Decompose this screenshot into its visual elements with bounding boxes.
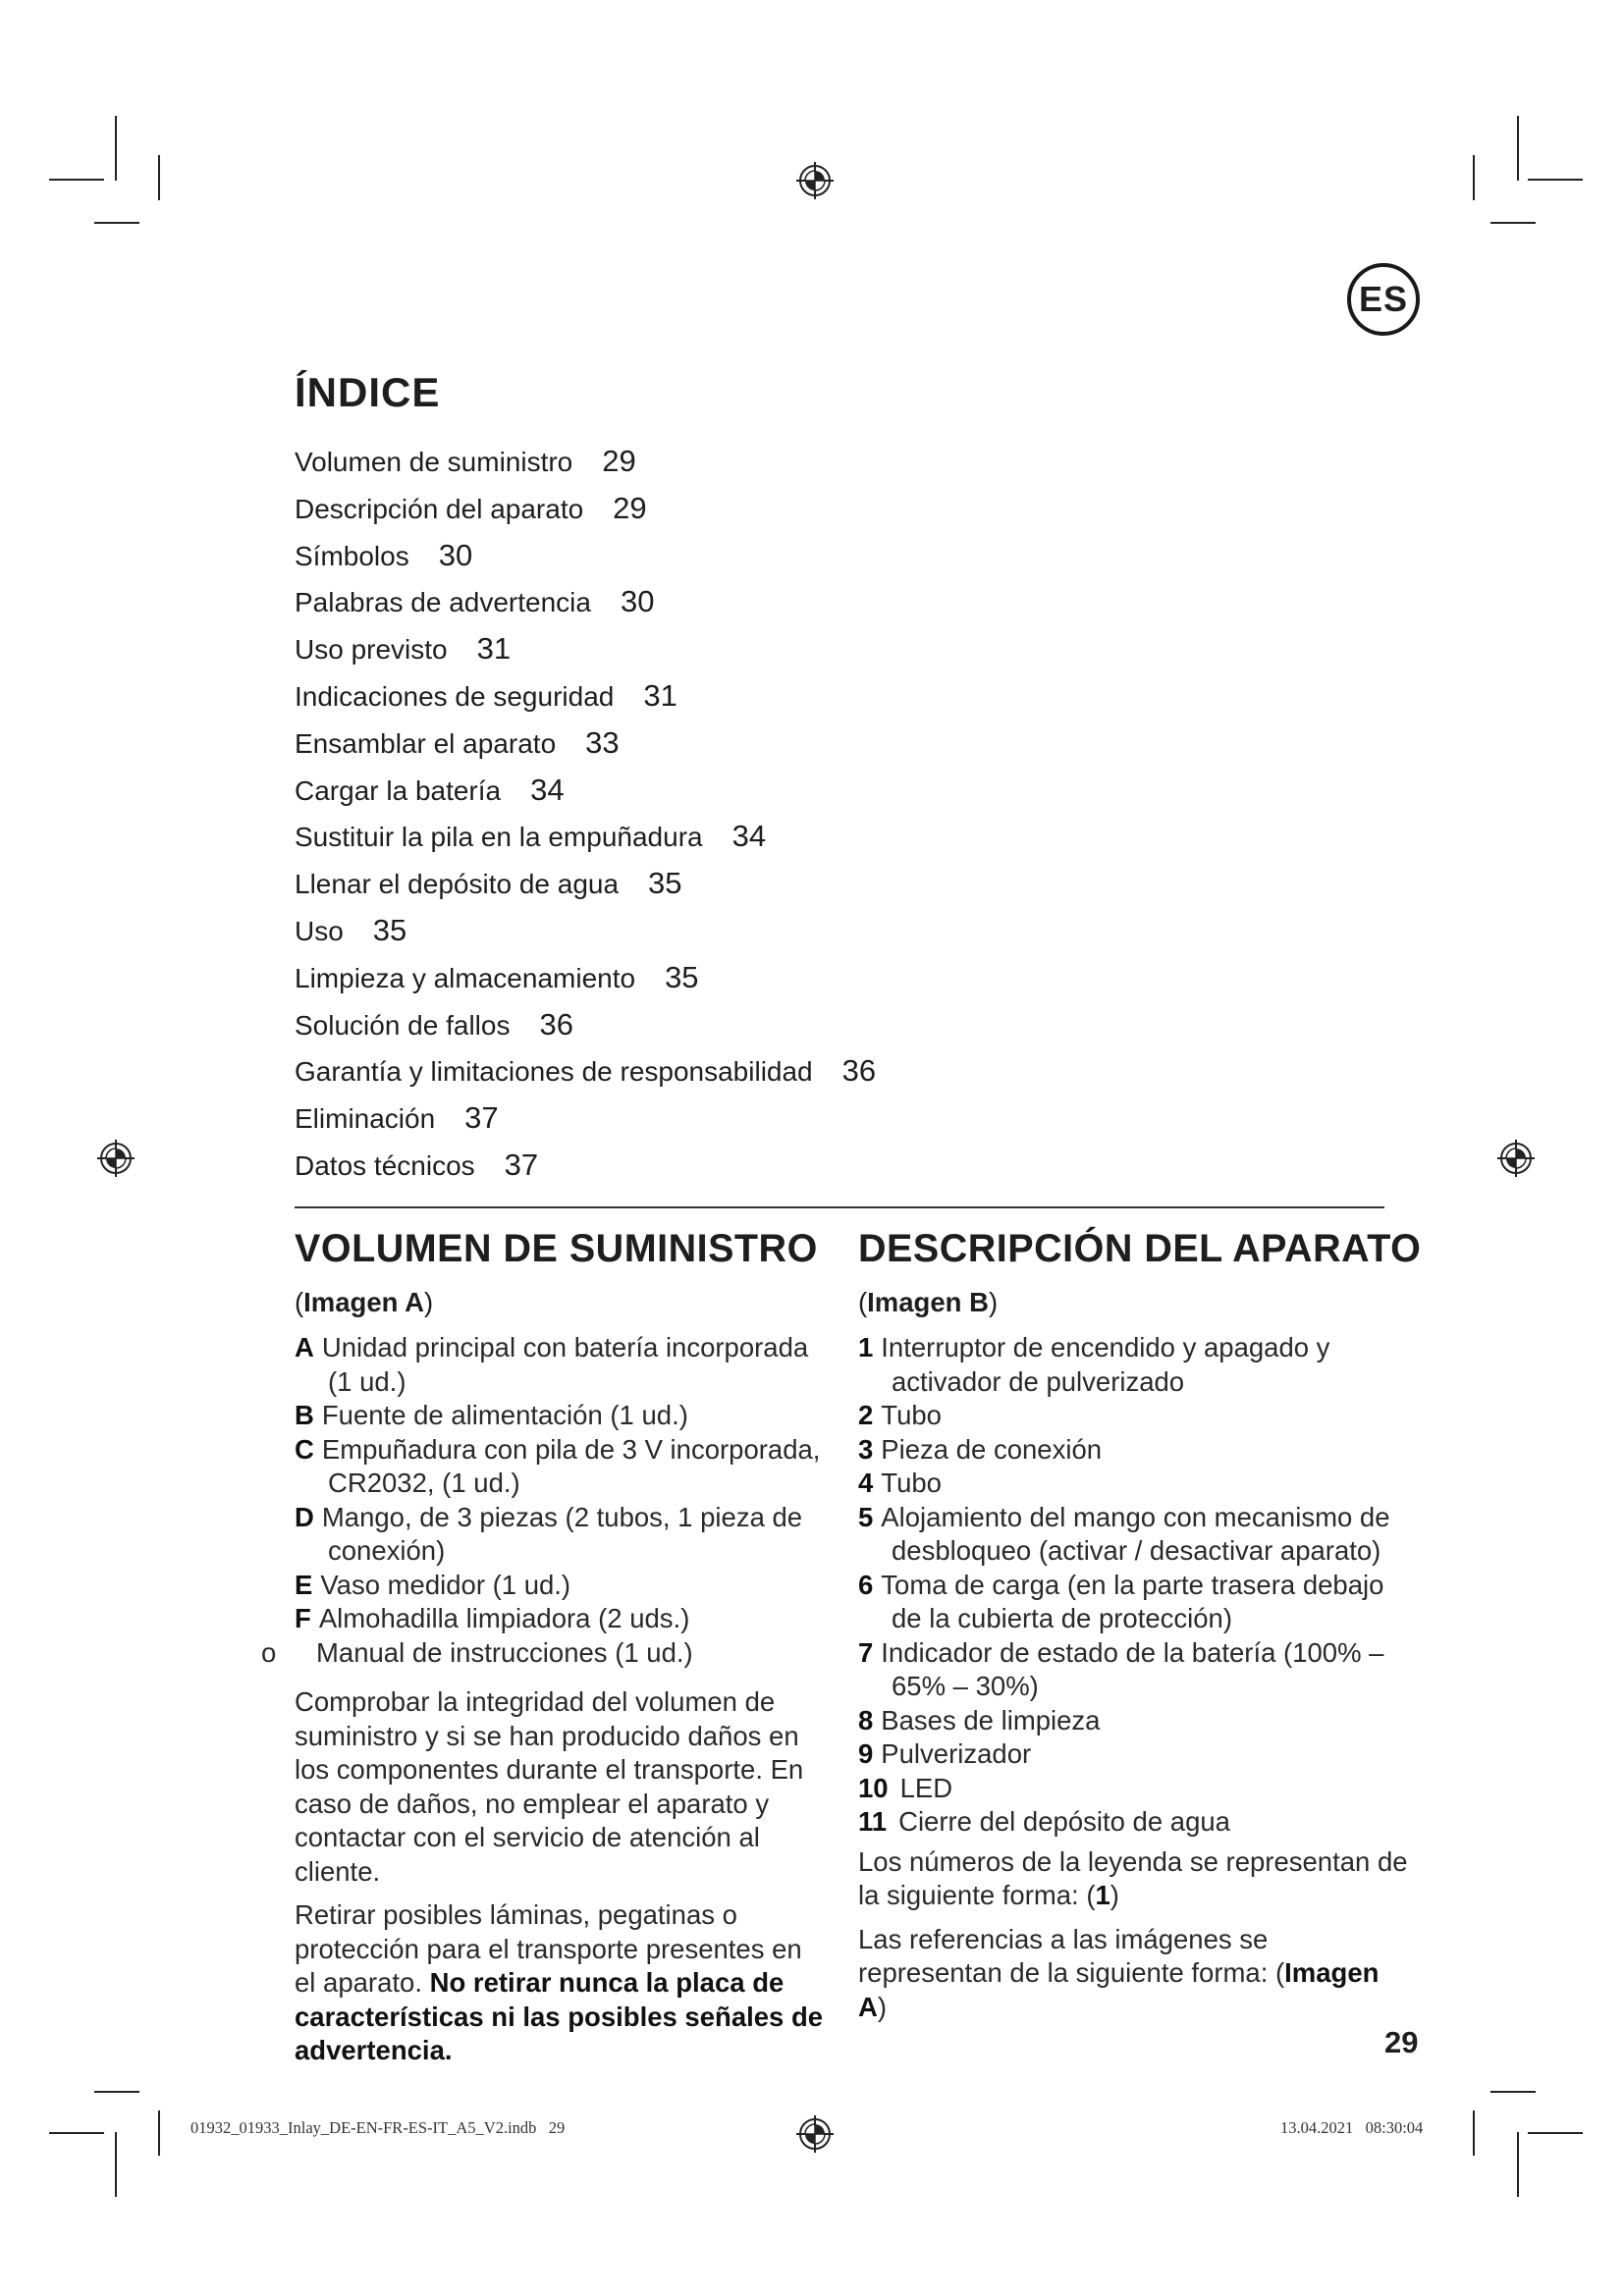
- toc-label: Palabras de advertencia: [295, 587, 591, 618]
- registration-mark-icon: [795, 161, 835, 200]
- toc-page: 34: [530, 772, 565, 807]
- item-text: Indicador de estado de la batería (100% – 65% – 30%): [881, 1636, 1384, 1701]
- toc-page: 34: [731, 819, 767, 854]
- list-item: [858, 1331, 1408, 1399]
- item-key: A: [295, 1332, 314, 1362]
- legend-note: Los números de la leyenda se representan de la siguiente forma: (1): [858, 1845, 1408, 1910]
- crop-mark: [1528, 2132, 1583, 2134]
- toc-label: Llenar el depósito de agua: [295, 869, 620, 900]
- toc-page: 35: [648, 866, 682, 901]
- list-item: [858, 1772, 1408, 1806]
- item-text: Cierre del depósito de agua: [898, 1806, 1230, 1837]
- toc-label: Sustituir la pila en la empuñadura: [295, 822, 703, 853]
- toc-page: 33: [585, 724, 620, 760]
- item-key: 6: [858, 1569, 874, 1600]
- crop-mark: [1473, 155, 1475, 200]
- toc-entry[interactable]: [295, 485, 876, 532]
- supply-list: [261, 1331, 830, 1670]
- registration-mark-icon: [795, 2114, 835, 2154]
- toc-page: 31: [476, 631, 512, 667]
- item-text: Empuñadura con pila de 3 V incorporada, CR2032, (1 ud.): [321, 1433, 821, 1498]
- item-text: Interruptor de encendido y apagado y activador de pulverizado: [881, 1332, 1330, 1397]
- description-list: [858, 1331, 1408, 1840]
- item-text: Fuente de alimentación (1 ud.): [321, 1400, 688, 1430]
- crop-mark: [1473, 2110, 1475, 2156]
- toc-page: 36: [841, 1053, 877, 1089]
- toc-entry[interactable]: [295, 1142, 876, 1189]
- registration-mark-icon: [1496, 1139, 1536, 1178]
- toc-label: Ensamblar el aparato: [295, 727, 557, 759]
- list-item: [295, 1399, 830, 1433]
- page-number: 29: [1384, 2025, 1419, 2059]
- toc-page: 30: [438, 537, 473, 572]
- item-key: 11: [858, 1806, 888, 1837]
- toc-entry[interactable]: [295, 720, 876, 767]
- toc-label: Cargar la batería: [295, 774, 502, 806]
- list-item: [858, 1467, 1408, 1501]
- list-item: [858, 1399, 1408, 1433]
- description-section: [858, 1221, 1422, 2024]
- footer-file-info: 01932_01933_Inlay_DE-EN-FR-ES-IT_A5_V2.indb 29: [190, 2118, 566, 2137]
- crop-mark: [49, 179, 104, 181]
- crop-mark: [115, 2132, 117, 2197]
- toc-label: Solución de fallos: [295, 1009, 511, 1041]
- table-of-contents: [295, 438, 876, 1189]
- item-key: 5: [858, 1501, 874, 1532]
- item-text: Bases de limpieza: [881, 1704, 1101, 1735]
- item-text: Pieza de conexión: [881, 1433, 1103, 1465]
- item-key: 8: [858, 1704, 874, 1735]
- supply-warning-paragraph: Retirar posibles láminas, pegatinas o protección para el transporte presentes en el aparato. No retirar nunca la placa de características ni las posibles señales de advertencia.: [295, 1899, 824, 2065]
- item-key: 4: [858, 1468, 874, 1498]
- item-text: Almohadilla limpiadora (2 uds.): [318, 1603, 690, 1633]
- toc-entry[interactable]: [295, 1095, 876, 1142]
- supply-title: VOLUMEN DE SUMINISTRO: [295, 1227, 818, 1270]
- list-item: o Manual de instrucciones (1 ud.): [261, 1636, 693, 1668]
- item-text: Mango, de 3 piezas (2 tubos, 1 pieza de conexión): [321, 1501, 803, 1566]
- crop-mark: [1517, 116, 1519, 181]
- toc-entry[interactable]: [295, 1001, 876, 1048]
- description-title: DESCRIPCIÓN DEL APARATO: [858, 1227, 1422, 1270]
- list-item: [295, 1331, 830, 1399]
- toc-entry[interactable]: [295, 625, 876, 672]
- toc-entry[interactable]: [295, 1047, 876, 1095]
- toc-label: Eliminación: [295, 1103, 436, 1135]
- supply-image-ref: (Imagen A): [295, 1287, 434, 1317]
- list-item: [295, 1602, 830, 1636]
- toc-page: 37: [464, 1100, 499, 1136]
- list-item: [295, 1501, 830, 1569]
- toc-label: Descripción del aparato: [295, 493, 584, 524]
- list-item: [858, 1433, 1408, 1468]
- section-divider: [295, 1206, 1384, 1208]
- item-text: Tubo: [881, 1468, 942, 1498]
- crop-mark: [94, 2091, 139, 2093]
- item-key: F: [295, 1603, 311, 1633]
- footer-timestamp: 13.04.2021 08:30:04: [1280, 2118, 1424, 2137]
- item-key: 3: [858, 1433, 874, 1465]
- crop-mark: [1490, 222, 1536, 224]
- toc-entry[interactable]: [295, 907, 876, 954]
- list-item: [858, 1704, 1408, 1738]
- toc-label: Garantía y limitaciones de responsabilidad: [295, 1056, 813, 1088]
- item-key: B: [295, 1400, 314, 1430]
- list-item: [858, 1737, 1408, 1772]
- item-key: 7: [858, 1636, 874, 1668]
- toc-label: Volumen de suministro: [295, 447, 573, 477]
- supply-section: [261, 1221, 830, 2068]
- toc-entry[interactable]: [295, 578, 876, 625]
- crop-mark: [1517, 2132, 1519, 2197]
- toc-entry[interactable]: [295, 532, 876, 579]
- item-key: 2: [858, 1400, 874, 1430]
- item-text: Unidad principal con batería incorporada (1 ud.): [321, 1332, 809, 1397]
- list-item: [858, 1501, 1408, 1569]
- toc-entry[interactable]: [295, 438, 876, 485]
- crop-mark: [158, 155, 160, 200]
- toc-page: 37: [504, 1147, 539, 1182]
- toc-label: Indicaciones de seguridad: [295, 680, 615, 712]
- toc-label: Uso previsto: [295, 634, 448, 666]
- item-text: LED: [899, 1772, 953, 1803]
- list-item: [295, 1433, 830, 1501]
- list-item: [858, 1636, 1408, 1704]
- language-badge: ES: [1347, 263, 1420, 336]
- crop-mark: [49, 2132, 104, 2134]
- toc-page: 29: [602, 444, 636, 478]
- toc-entry[interactable]: [295, 954, 876, 1001]
- item-key: C: [295, 1433, 314, 1465]
- crop-mark: [1490, 2091, 1536, 2093]
- toc-page: 36: [539, 1006, 573, 1041]
- toc-page: 35: [665, 959, 699, 994]
- crop-mark: [115, 116, 117, 181]
- crop-mark: [1528, 179, 1583, 181]
- item-key: D: [295, 1501, 314, 1532]
- description-image-ref: (Imagen B): [858, 1287, 999, 1317]
- item-key: 10: [858, 1772, 889, 1803]
- crop-mark: [158, 2110, 160, 2156]
- item-text: Alojamiento del mango con mecanismo de desbloqueo (activar / desactivar aparato): [881, 1501, 1390, 1566]
- crop-mark: [94, 222, 139, 224]
- list-item: [295, 1569, 830, 1603]
- supply-paragraph: Comprobar la integridad del volumen de suministro y si se han producido daños en los componentes durante el transporte. En caso de daños, no emplear el aparato y contactar con el servicio de atención al cliente.: [295, 1686, 804, 1887]
- item-key: E: [295, 1569, 313, 1600]
- toc-entry[interactable]: [295, 767, 876, 814]
- item-text: Manual de instrucciones (1 ud.): [316, 1636, 693, 1668]
- registration-mark-icon: [96, 1139, 135, 1178]
- toc-label: Limpieza y almacenamiento: [295, 962, 636, 993]
- item-key: 1: [858, 1332, 874, 1362]
- item-text: Toma de carga (en la parte trasera debajo de la cubierta de protección): [881, 1569, 1384, 1633]
- item-key: 9: [858, 1738, 874, 1769]
- index-title: ÍNDICE: [295, 369, 441, 415]
- list-item: [858, 1805, 1408, 1840]
- image-ref-note: Las referencias a las imágenes se representan de la siguiente forma: (Imagen A): [858, 1923, 1380, 2022]
- toc-page: 31: [643, 677, 677, 713]
- item-text: Tubo: [881, 1400, 942, 1430]
- toc-page: 29: [613, 490, 647, 525]
- toc-label: Uso: [295, 915, 344, 946]
- toc-page: 30: [620, 584, 655, 619]
- toc-label: Datos técnicos: [295, 1149, 475, 1181]
- toc-entry[interactable]: [295, 813, 876, 860]
- toc-page: 35: [372, 912, 407, 947]
- item-text: Pulverizador: [881, 1738, 1032, 1769]
- toc-entry[interactable]: [295, 860, 876, 907]
- list-item: [858, 1569, 1408, 1636]
- item-text: Vaso medidor (1 ud.): [320, 1569, 571, 1600]
- toc-entry[interactable]: [295, 672, 876, 720]
- toc-label: Símbolos: [295, 540, 409, 571]
